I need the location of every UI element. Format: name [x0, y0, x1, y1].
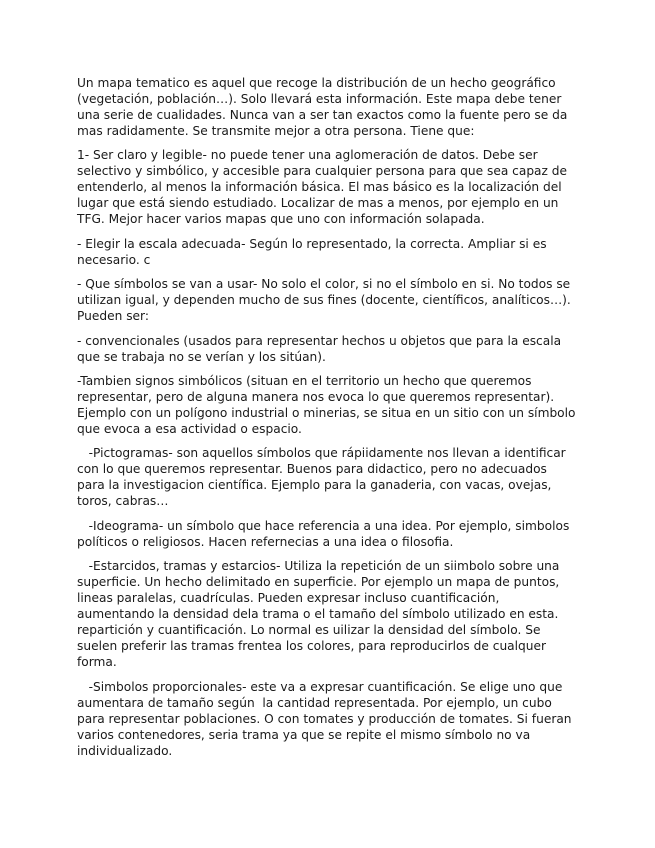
paragraph-ideograma: -Ideograma- un símbolo que hace referencia a una idea. Por ejemplo, simbolos políticos o religiosos. Hacen refernecias a una idea o filosofia.: [77, 518, 574, 549]
paragraph-estarcidos: -Estarcidos, tramas y estarcios- Utiliza la repetición de un siimbolo sobre una superficie. Un hecho delimitado en superficie. Por ejemplo un mapa de puntos, lineas paralelas, cuadrículas. Pueden expresar incluso cuantificación, aumentando la densidad dela trama o el tamaño del símbolo utilizado en esta. repartición y cuantificación. Lo normal es uilizar la densidad del símbolo. Se suelen preferir las tramas frentea los colores, para reproducirlos de cualquer forma.: [77, 559, 564, 670]
paragraph-signos-simbolicos: -Tambien signos simbólicos (situan en el territorio un hecho que queremos representar, pero de alguna manera nos evoca lo que queremos representar). Ejemplo con un polígono industrial o minerias, se situa en un sitio con un símbolo que evoca a esa actividad o espacio.: [77, 373, 580, 436]
document-body: [77, 75, 580, 767]
paragraph-claro-legible: 1- Ser claro y legible- no puede tener una aglomeración de datos. Debe ser selectivo y simbólico, y accesible para cualquier persona para que sea capaz de entenderlo, al menos la información básica. El mas básico es la localización del lugar que está siendo estudiado. Localizar de mas a menos, por ejemplo en un TFG. Mejor hacer varios mapas que uno con información solapada.: [77, 148, 571, 227]
paragraph-simbolos: - Que símbolos se van a usar- No solo el color, si no el símbolo en si. No todos se utilizan igual, y dependen mucho de sus fines (docente, científicos, analíticos…). Pueden ser:: [77, 277, 575, 324]
paragraph-convencionales: - convencionales (usados para representar hechos u objetos que para la escala que se trabaja no se verían y los sitúan).: [77, 333, 565, 364]
paragraph-pictogramas: -Pictogramas- son aquellos símbolos que rápiidamente nos llevan a identificar con lo que queremos representar. Buenos para didactico, pero no adecuados para la investigacion científica. Ejemplo para la ganaderia, con vacas, ovejas, toros, cabras…: [77, 446, 570, 509]
paragraph-proporcionales: -Simbolos proporcionales- este va a expresar cuantificación. Se elige uno que aumentara de tamaño según la cantidad representada. Por ejemplo, un cubo para representar poblaciones. O con tomates y producción de tomates. Si fueran varios contenedores, seria trama ya que se repite el mismo símbolo no va individualizado.: [77, 679, 576, 758]
paragraph-escala: - Elegir la escala adecuada- Según lo representado, la correcta. Ampliar si es necesario. c: [77, 236, 551, 267]
paragraph-intro: Un mapa tematico es aquel que recoge la distribución de un hecho geográfico (vegetación, población…). Solo llevará esta información. Este mapa debe tener una serie de cualidades. Nunca van a ser tan exactos como la fuente pero se da mas radidamente. Se transmite mejor a otra persona. Tiene que:: [77, 76, 572, 138]
